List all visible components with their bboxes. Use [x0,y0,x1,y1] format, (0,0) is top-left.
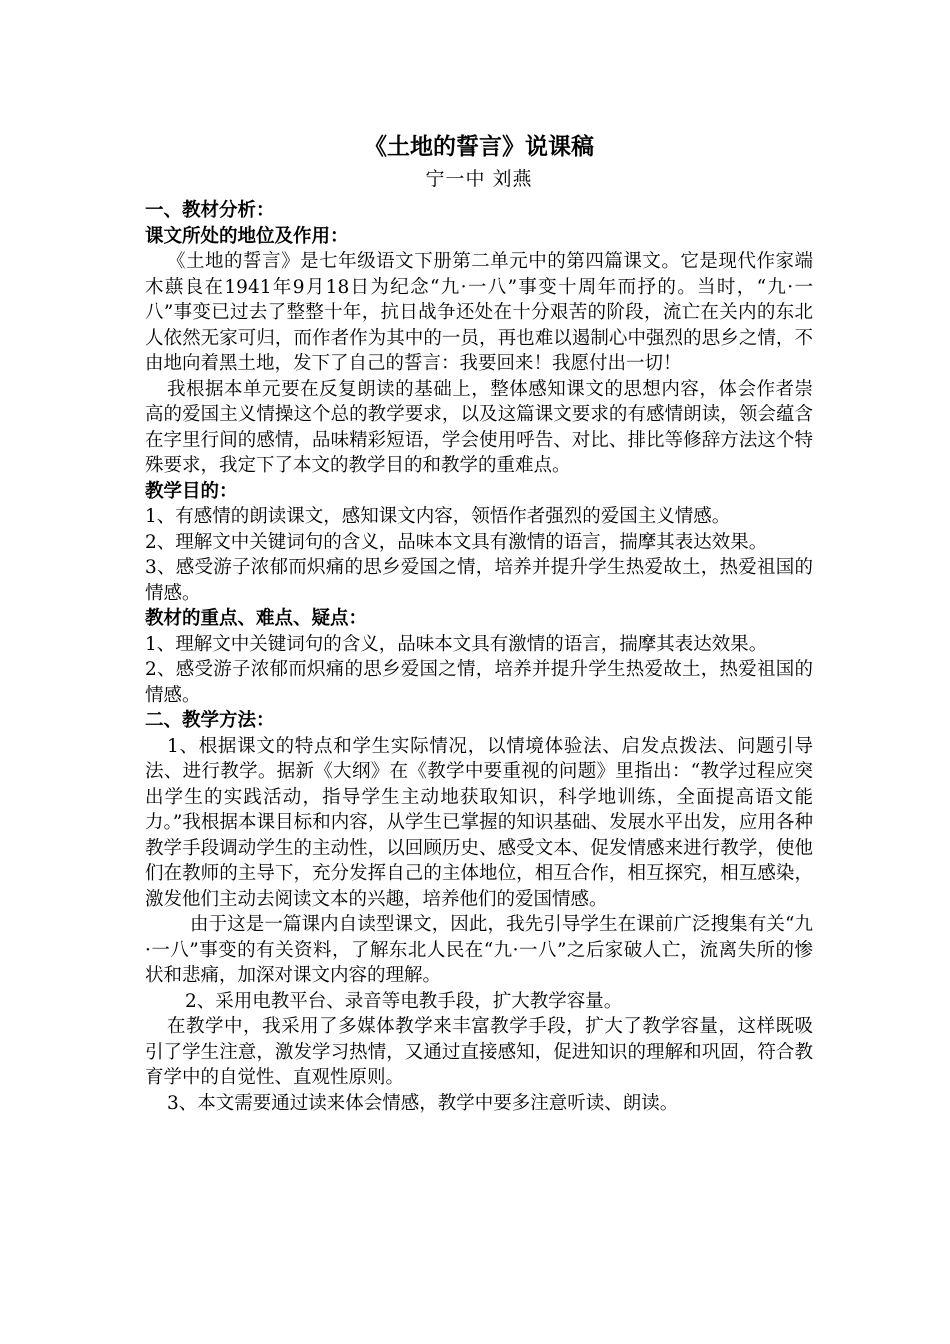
method-item-1: 1、根据课文的特点和学生实际情况，以情境体验法、启发点拨法、问题引导法、进行教学。据新《大纲》在《教学中要重视的问题》里指出：“教学过程应突出学生的实践活动，指导学生主动地获取知识，科学地训练，全面提高语文能力。”我根据本课目标和内容，从学生已掌握的知识基础、发展水平出发，应用各种教学手段调动学生的主动性，以回顾历史、感受文本、促发情感来进行教学，使他们在教师的主导下，充分发挥自己的主体地位，相互合作，相互探究，相互感染，激发他们主动去阅读文本的兴趣，培养他们的爱国情感。 [145,735,813,910]
goal-item-2: 2、理解文中关键词句的含义，品味本文具有激情的语言，揣摩其表达效果。 [145,531,768,553]
method-item-2-detail: 在教学中，我采用了多媒体教学来丰富教学手段，扩大了教学容量，这样既吸引了学生注意，激发学习热情，又通过直接感知，促进知识的理解和巩固，符合教育学中的自觉性、直观性原则。 [145,1016,813,1088]
paragraph-unit-requirements: 我根据本单元要在反复朗读的基础上，整体感知课文的思想内容，体会作者崇高的爱国主义情操这个总的教学要求，以及这篇课文要求的有感情朗读，领会蕴含在字里行间的感情，品味精彩短语，学会使用呼告、对比、排比等修辞方法这个特殊要求，我定下了本文的教学目的和教学的重难点。 [145,378,813,476]
document-title: 《土地的誓言》说课稿 [364,133,594,160]
goal-item-1: 1、有感情的朗读课文，感知课文内容，领悟作者强烈的爱国主义情感。 [145,506,731,527]
document-page [145,130,813,1116]
goal-item-3: 3、感受游子浓郁而炽痛的思乡爱国之情，培养并提升学生热爱故土，热爱祖国的情感。 [145,557,813,604]
key-point-item-2: 2、感受游子浓郁而炽痛的思乡爱国之情，培养并提升学生热爱故土，热爱祖国的情感。 [145,659,813,706]
section-heading-textbook-analysis: 一、教材分析： [145,200,275,221]
document-author: 宁一中 刘燕 [425,168,533,190]
key-point-item-1: 1、理解文中关键词句的含义，品味本文具有激情的语言，揣摩其表达效果。 [145,633,768,655]
subheading-position-role: 课文所处的地位及作用： [145,225,349,247]
section-heading-teaching-methods: 二、教学方法： [145,710,275,731]
subheading-teaching-goals: 教学目的： [145,480,238,502]
method-item-2: 2、采用电教平台、录音等电教手段，扩大教学容量。 [185,990,623,1012]
subheading-key-points: 教材的重点、难点、疑点： [145,608,368,629]
method-item-1-continued: 由于这是一篇课内自读型课文，因此，我先引导学生在课前广泛搜集有关“九·一八”事变的有关资料，了解东北人民在“九·一八”之后家破人亡，流离失所的惨状和悲痛，加深对课文内容的理解。 [145,914,813,986]
method-item-3: 3、本文需要通过读来体会情感，教学中要多注意听读、朗读。 [167,1092,679,1114]
paragraph-text-background: 《土地的誓言》是七年级语文下册第二单元中的第四篇课文。它是现代作家端木蕻良在1941年9月18日为纪念“九·一八”事变十周年而抒的。当时，“九·一八”事变已过去了整整十年，抗日战争还处在十分艰苦的阶段，流亡在关内的东北人依然无家可归，而作者作为其中的一员，再也难以遏制心中强烈的思乡之情，不由地向着黑土地，发下了自己的誓言：我要回来！我愿付出一切！ [145,251,813,374]
